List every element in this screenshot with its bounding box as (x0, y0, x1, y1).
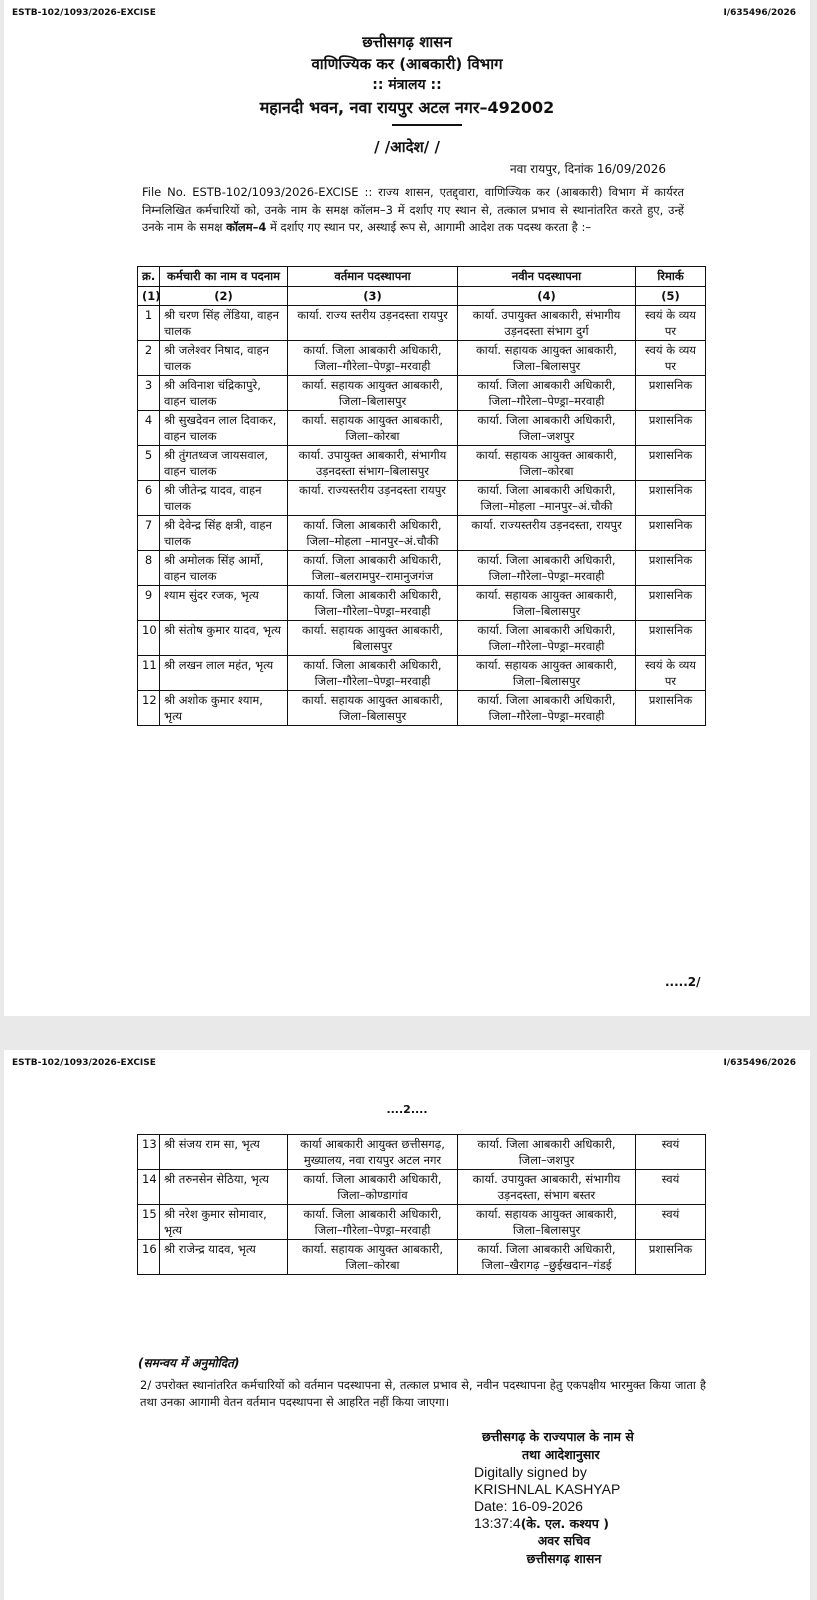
signer-post: अवर सचिव (537, 1533, 591, 1548)
document-reference: I/635496/2026 (723, 1058, 796, 1068)
cell-remark: प्रशासनिक (636, 446, 706, 481)
cell-serial: 2 (138, 341, 160, 376)
intro-text-bold: कॉलम–4 (226, 220, 267, 234)
order-date: नवा रायपुर, दिनांक 16/09/2026 (510, 162, 667, 176)
ministry-label: :: मंत्रालय :: (372, 77, 442, 93)
cell-serial: 7 (138, 516, 160, 551)
cell-new-posting: कार्या. उपायुक्त आबकारी, संभागीय उड़नदस्ता संभाग दुर्ग (458, 306, 636, 341)
cell-remark: प्रशासनिक (636, 586, 706, 621)
cell-remark: प्रशासनिक (636, 376, 706, 411)
cell-employee-name: श्री संतोष कुमार यादव, भृत्य (160, 621, 288, 656)
cell-serial: 4 (138, 411, 160, 446)
colnum-2: (2) (160, 286, 288, 306)
cell-serial: 1 (138, 306, 160, 341)
column-number-row (138, 286, 706, 306)
cell-current-posting: कार्या. जिला आबकारी अधिकारी, जिला–बलरामपुर–रामानुजगंज (288, 551, 458, 586)
cell-serial: 5 (138, 446, 160, 481)
cell-current-posting: कार्या. राज्यस्तरीय उड़नदस्ता रायपुर (288, 481, 458, 516)
page-number: ....2.... (386, 1103, 428, 1116)
table-row (138, 481, 706, 516)
cell-new-posting: कार्या. जिला आबकारी अधिकारी, जिला–गौरेला–पेण्ड्रा–मरवाही (458, 691, 636, 726)
cell-employee-name: श्री जलेश्वर निषाद, वाहन चालक (160, 341, 288, 376)
cell-current-posting: कार्या. राज्य स्तरीय उड़नदस्ता रायपुर (288, 306, 458, 341)
file-reference: ESTB-102/1093/2026-EXCISE (12, 1058, 156, 1068)
cell-employee-name: श्री अशोक कुमार श्याम, भृत्य (160, 691, 288, 726)
signature-block (474, 1428, 774, 1568)
transfer-table-page-1 (137, 266, 706, 726)
header-sn: क्र. (138, 267, 160, 287)
office-address: महानदी भवन, नवा रायपुर अटल नगर–492002 (259, 98, 555, 117)
cell-current-posting: कार्या. सहायक आयुक्त आबकारी, जिला–बिलासपुर (288, 376, 458, 411)
cell-new-posting: कार्या. जिला आबकारी अधिकारी, जिला–गौरेला–पेण्ड्रा–मरवाही (458, 376, 636, 411)
cell-employee-name: श्याम सुंदर रजक, भृत्य (160, 586, 288, 621)
table-row (138, 516, 706, 551)
cell-remark: प्रशासनिक (636, 1240, 706, 1275)
cell-remark: स्वयं के व्यय पर (636, 306, 706, 341)
cell-remark: प्रशासनिक (636, 691, 706, 726)
colnum-1: (1) (138, 286, 160, 306)
cell-employee-name: श्री राजेन्द्र यादव, भृत्य (160, 1240, 288, 1275)
cell-new-posting: कार्या. राज्यस्तरीय उड़नदस्ता, रायपुर (458, 516, 636, 551)
digital-signature-line-2: KRISHNLAL KASHYAP (474, 1481, 621, 1497)
cell-remark: प्रशासनिक (636, 481, 706, 516)
relieving-paragraph: 2/ उपरोक्त स्थानांतरित कर्मचारियों को वर्तमान पदस्थापना से, तत्काल प्रभाव से, नवीन पदस्थापना हेतु एकपक्षीय भारमुक्त किया जाता है तथा उनका आगामी वेतन वर्तमान पदस्थापना से आहरित नहीं किया जाएगा। (140, 1378, 706, 1409)
cell-remark: स्वयं (636, 1205, 706, 1240)
cell-current-posting: कार्या आबकारी आयुक्त छत्तीसगढ़, मुख्यालय, नवा रायपुर अटल नगर (288, 1135, 458, 1170)
cell-new-posting: कार्या. जिला आबकारी अधिकारी, जिला–मोहला –मानपुर–अं.चौकी (458, 481, 636, 516)
colnum-4: (4) (458, 286, 636, 306)
cell-new-posting: कार्या. सहायक आयुक्त आबकारी, जिला–बिलासपुर (458, 1205, 636, 1240)
cell-serial: 14 (138, 1170, 160, 1205)
table-row (138, 1205, 706, 1240)
cell-employee-name: श्री अविनाश चंद्रिकापुरे, वाहन चालक (160, 376, 288, 411)
cell-current-posting: कार्या. जिला आबकारी अधिकारी, जिला–गौरेला–पेण्ड्रा–मरवाही (288, 586, 458, 621)
file-reference: ESTB-102/1093/2026-EXCISE (12, 8, 156, 18)
cell-current-posting: कार्या. उपायुक्त आबकारी, संभागीय उड़नदस्ता संभाग–बिलासपुर (288, 446, 458, 481)
cell-serial: 3 (138, 376, 160, 411)
order-title: / /आदेश/ / (374, 138, 440, 156)
digital-signature-line-1: Digitally signed by (474, 1464, 587, 1480)
digital-signature-time: 13:37:4 (474, 1515, 521, 1531)
divider (392, 124, 462, 126)
cell-current-posting: कार्या. जिला आबकारी अधिकारी, जिला–गौरेला–पेण्ड्रा–मरवाही (288, 656, 458, 691)
cell-remark: प्रशासनिक (636, 516, 706, 551)
cell-serial: 16 (138, 1240, 160, 1275)
header-new-posting: नवीन पदस्थापना (458, 267, 636, 287)
government-name: छत्तीसगढ़ शासन (362, 33, 452, 51)
cell-serial: 9 (138, 586, 160, 621)
order-intro (142, 184, 684, 237)
cell-new-posting: कार्या. जिला आबकारी अधिकारी, जिला–जशपुर (458, 411, 636, 446)
header-name: कर्मचारी का नाम व पदनाम (160, 267, 288, 287)
table-row (138, 621, 706, 656)
cell-employee-name: श्री चरण सिंह लेंडिया, वाहन चालक (160, 306, 288, 341)
table-row (138, 1240, 706, 1275)
intro-text-b: में दर्शाए गए स्थान पर, अस्थाई रूप से, आगामी आदेश तक पदस्थ करता है :– (266, 220, 592, 234)
cell-new-posting: कार्या. उपायुक्त आबकारी, संभागीय उड़नदस्ता, संभाग बस्तर (458, 1170, 636, 1205)
cell-serial: 12 (138, 691, 160, 726)
cell-employee-name: श्री नरेश कुमार सोमावार, भृत्य (160, 1205, 288, 1240)
cell-current-posting: कार्या. सहायक आयुक्त आबकारी, जिला–कोरबा (288, 411, 458, 446)
cell-employee-name: श्री अमोलक सिंह आर्मो, वाहन चालक (160, 551, 288, 586)
cell-new-posting: कार्या. सहायक आयुक्त आबकारी, जिला–बिलासपुर (458, 586, 636, 621)
table-row (138, 341, 706, 376)
by-order-line-1: छत्तीसगढ़ के राज्यपाल के नाम से (482, 1429, 634, 1444)
cell-remark: स्वयं (636, 1170, 706, 1205)
header-current-posting: वर्तमान पदस्थापना (288, 267, 458, 287)
cell-new-posting: कार्या. जिला आबकारी अधिकारी, जिला–गौरेला–पेण्ड्रा–मरवाही (458, 621, 636, 656)
table-row (138, 1135, 706, 1170)
cell-new-posting: कार्या. सहायक आयुक्त आबकारी, जिला–कोरबा (458, 446, 636, 481)
cell-employee-name: श्री जीतेन्द्र यादव, वाहन चालक (160, 481, 288, 516)
cell-new-posting: कार्या. जिला आबकारी अधिकारी, जिला–खैरागढ़ –छुईखदान–गंडई (458, 1240, 636, 1275)
table-row (138, 1170, 706, 1205)
table-row (138, 411, 706, 446)
document-reference: I/635496/2026 (723, 8, 796, 18)
cell-current-posting: कार्या. सहायक आयुक्त आबकारी, जिला–कोरबा (288, 1240, 458, 1275)
cell-remark: स्वयं के व्यय पर (636, 341, 706, 376)
cell-serial: 8 (138, 551, 160, 586)
cell-current-posting: कार्या. जिला आबकारी अधिकारी, जिला–मोहला –मानपुर–अं.चौकी (288, 516, 458, 551)
cell-current-posting: कार्या. जिला आबकारी अधिकारी, जिला–गौरेला–पेण्ड्रा–मरवाही (288, 341, 458, 376)
cell-employee-name: श्री लखन लाल महंत, भृत्य (160, 656, 288, 691)
digital-signature-date: Date: 16-09-2026 (474, 1498, 583, 1514)
approval-note: (समन्वय में अनुमोदित) (138, 1356, 240, 1370)
cell-current-posting: कार्या. सहायक आयुक्त आबकारी, बिलासपुर (288, 621, 458, 656)
cell-employee-name: श्री तुंगतध्वज जायसवाल, वाहन चालक (160, 446, 288, 481)
signature-time-name (474, 1515, 774, 1532)
signer-government: छत्तीसगढ़ शासन (526, 1551, 602, 1566)
cell-serial: 13 (138, 1135, 160, 1170)
intro-text-a: File No. ESTB-102/1093/2026-EXCISE :: राज्य शासन, एतद्द्वारा, वाणिज्यिक कर (आबकारी) विभाग में कार्यरत निम्नलिखित कर्मचारियों को, उनके नाम के समक्ष कॉलम–3 में दर्शाए गए स्थान से, तत्काल प्रभाव से स्थानांतरित करते हुए, उन्हें उनके नाम के समक्ष (142, 185, 684, 234)
table-row (138, 586, 706, 621)
cell-current-posting: कार्या. जिला आबकारी अधिकारी, जिला–कोण्डागांव (288, 1170, 458, 1205)
header-remark: रिमार्क (636, 267, 706, 287)
table-row (138, 551, 706, 586)
transfer-table-page-2 (137, 1134, 706, 1275)
colnum-3: (3) (288, 286, 458, 306)
cell-employee-name: श्री तरुनसेन सेठिया, भृत्य (160, 1170, 288, 1205)
cell-remark: प्रशासनिक (636, 411, 706, 446)
cell-serial: 11 (138, 656, 160, 691)
signer-name: (के. एल. कश्यप ) (520, 1516, 609, 1531)
cell-remark: स्वयं के व्यय पर (636, 656, 706, 691)
cell-serial: 10 (138, 621, 160, 656)
cell-serial: 15 (138, 1205, 160, 1240)
table-row (138, 656, 706, 691)
cell-employee-name: श्री संजय राम सा, भृत्य (160, 1135, 288, 1170)
cell-employee-name: श्री देवेन्द्र सिंह क्षत्री, वाहन चालक (160, 516, 288, 551)
colnum-5: (5) (636, 286, 706, 306)
cell-serial: 6 (138, 481, 160, 516)
table-row (138, 306, 706, 341)
cell-new-posting: कार्या. सहायक आयुक्त आबकारी, जिला–बिलासपुर (458, 656, 636, 691)
table-row (138, 691, 706, 726)
cell-remark: प्रशासनिक (636, 551, 706, 586)
table-header-row (138, 267, 706, 287)
cell-remark: स्वयं (636, 1135, 706, 1170)
cell-new-posting: कार्या. सहायक आयुक्त आबकारी, जिला–बिलासपुर (458, 341, 636, 376)
cell-current-posting: कार्या. जिला आबकारी अधिकारी, जिला–गौरेला–पेण्ड्रा–मरवाही (288, 1205, 458, 1240)
next-page-marker: .....2/ (665, 975, 701, 989)
department-name: वाणिज्यिक कर (आबकारी) विभाग (311, 55, 503, 73)
cell-remark: प्रशासनिक (636, 621, 706, 656)
cell-new-posting: कार्या. जिला आबकारी अधिकारी, जिला–जशपुर (458, 1135, 636, 1170)
cell-current-posting: कार्या. सहायक आयुक्त आबकारी, जिला–बिलासपुर (288, 691, 458, 726)
table-row (138, 446, 706, 481)
by-order-line-2: तथा आदेशानुसार (522, 1447, 600, 1462)
cell-new-posting: कार्या. जिला आबकारी अधिकारी, जिला–गौरेला–पेण्ड्रा–मरवाही (458, 551, 636, 586)
cell-employee-name: श्री सुखदेवन लाल दिवाकर, वाहन चालक (160, 411, 288, 446)
table-row (138, 376, 706, 411)
